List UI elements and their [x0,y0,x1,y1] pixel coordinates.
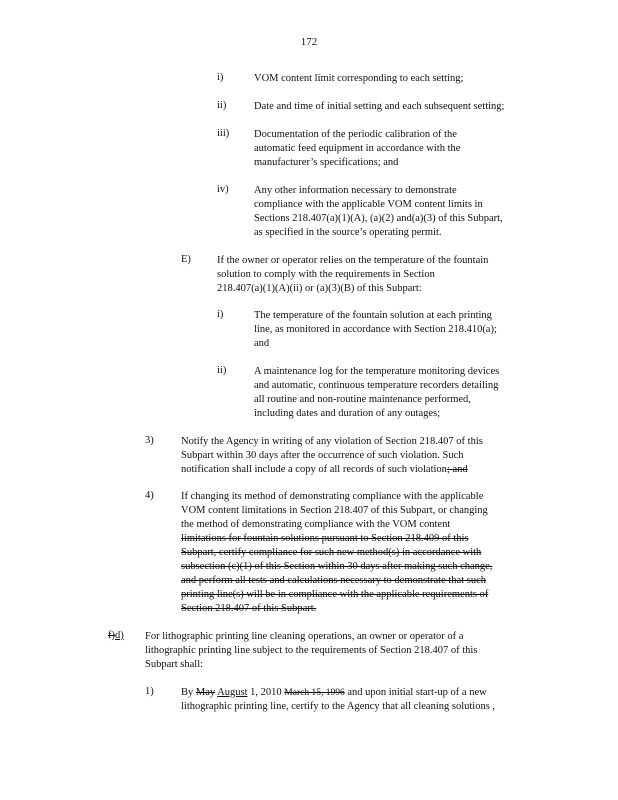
item-text [181,490,492,616]
text-run: By [181,687,196,698]
text-line: VOM content limitations in Section 218.407 of this Subpart, or changing [181,505,488,516]
text-run: notification shall include a copy of all records of such violation [181,464,447,475]
text-line: Documentation of the periodic calibration of the [254,129,457,140]
text-line: Notify the Agency in writing of any violation of Section 218.407 of this [181,436,483,447]
item-text [254,365,499,421]
item-label: iii) [217,128,230,139]
item-label: 3) [145,435,154,446]
deleted-text: limitations for fountain solutions pursuant to Section 218.409 of this [181,533,469,544]
item-label: ii) [217,100,227,111]
text-run: and upon initial start-up of a new [344,687,487,698]
text-line: 218.407(a)(1)(A)(ii) or (a)(3)(B) of this Subpart: [217,283,422,294]
text-line: VOM content limit corresponding to each setting; [254,73,464,84]
item-label: 1) [145,686,154,697]
deleted-text: Section 218.407 of this Subpart. [181,603,317,614]
item-label [108,630,124,641]
text-line [181,686,495,700]
text-line: including dates and duration of any outages; [254,408,441,419]
text-line: Date and time of initial setting and each subsequent setting; [254,101,505,112]
text-line: and [254,338,270,349]
text-line: If the owner or operator relies on the temperature of the fountain [217,255,489,266]
item-text [181,686,495,714]
item-label: ii) [217,365,227,376]
item-label: 4) [145,490,154,501]
text-line: manufacturer’s specifications; and [254,157,399,168]
text-line: The temperature of the fountain solution at each printing [254,310,492,321]
text-line: and automatic, continuous temperature recorders detailing [254,380,499,391]
item-text [254,128,460,170]
text-run: 1, 2010 [247,687,285,698]
text-line: Subpart within 30 days after the occurrence of such violation. Such [181,450,464,461]
item-text [254,309,497,351]
item-label: i) [217,72,224,83]
item-text [254,100,504,114]
deleted-text: Subpart, certify compliance for such new method(s) in accordance with [181,547,482,558]
deleted-text: and perform all tests and calculations necessary to demonstrate that such [181,575,486,586]
text-line: lithographic printing line, certify to the Agency that all cleaning solutions , [181,701,496,712]
item-text [254,184,503,240]
page-number: 172 [300,36,318,48]
item-text [181,435,483,477]
item-label: E) [181,254,191,265]
text-line: A maintenance log for the temperature monitoring devices [254,366,500,377]
text-line: automatic feed equipment in accordance with the [254,143,461,154]
deleted-text: May [195,687,216,698]
text-line: all routine and non-routine maintenance performed, [254,394,471,405]
inserted-text: August [217,687,248,698]
item-text [217,254,488,296]
text-line [181,463,483,477]
inserted-text: d) [115,630,124,641]
text-line: as specified in the source’s operating permit. [254,227,442,238]
text-line: line, as monitored in accordance with Section 218.410(a); [254,324,497,335]
text-line: Any other information necessary to demonstrate [254,185,457,196]
text-line: compliance with the applicable VOM content limits in [254,199,483,210]
text-line: If changing its method of demonstrating compliance with the applicable [181,491,484,502]
text-line: solution to comply with the requirements in Section [217,269,435,280]
text-line: lithographic printing line subject to the requirements of Section 218.407 of this [145,645,478,656]
deleted-text: ; and [446,464,468,475]
deleted-text: f) [108,630,115,641]
item-label: iv) [217,184,229,195]
text-line: Sections 218.407(a)(1)(A), (a)(2) and(a)(3) of this Subpart, [254,213,503,224]
text-line: For lithographic printing line cleaning operations, an owner or operator of a [145,631,464,642]
deleted-text: March 15, 1996 [284,688,345,698]
text-line: the method of demonstrating compliance with the VOM content [181,519,451,530]
deleted-text: subsection (c)(1) of this Section within 30 days after making such change, [181,561,493,572]
item-text [145,630,477,672]
deleted-text: printing line(s) will be in compliance with the applicable requirements of [181,589,489,600]
item-text [254,72,463,86]
text-line: Subpart shall: [145,659,204,670]
item-label: i) [217,309,224,320]
